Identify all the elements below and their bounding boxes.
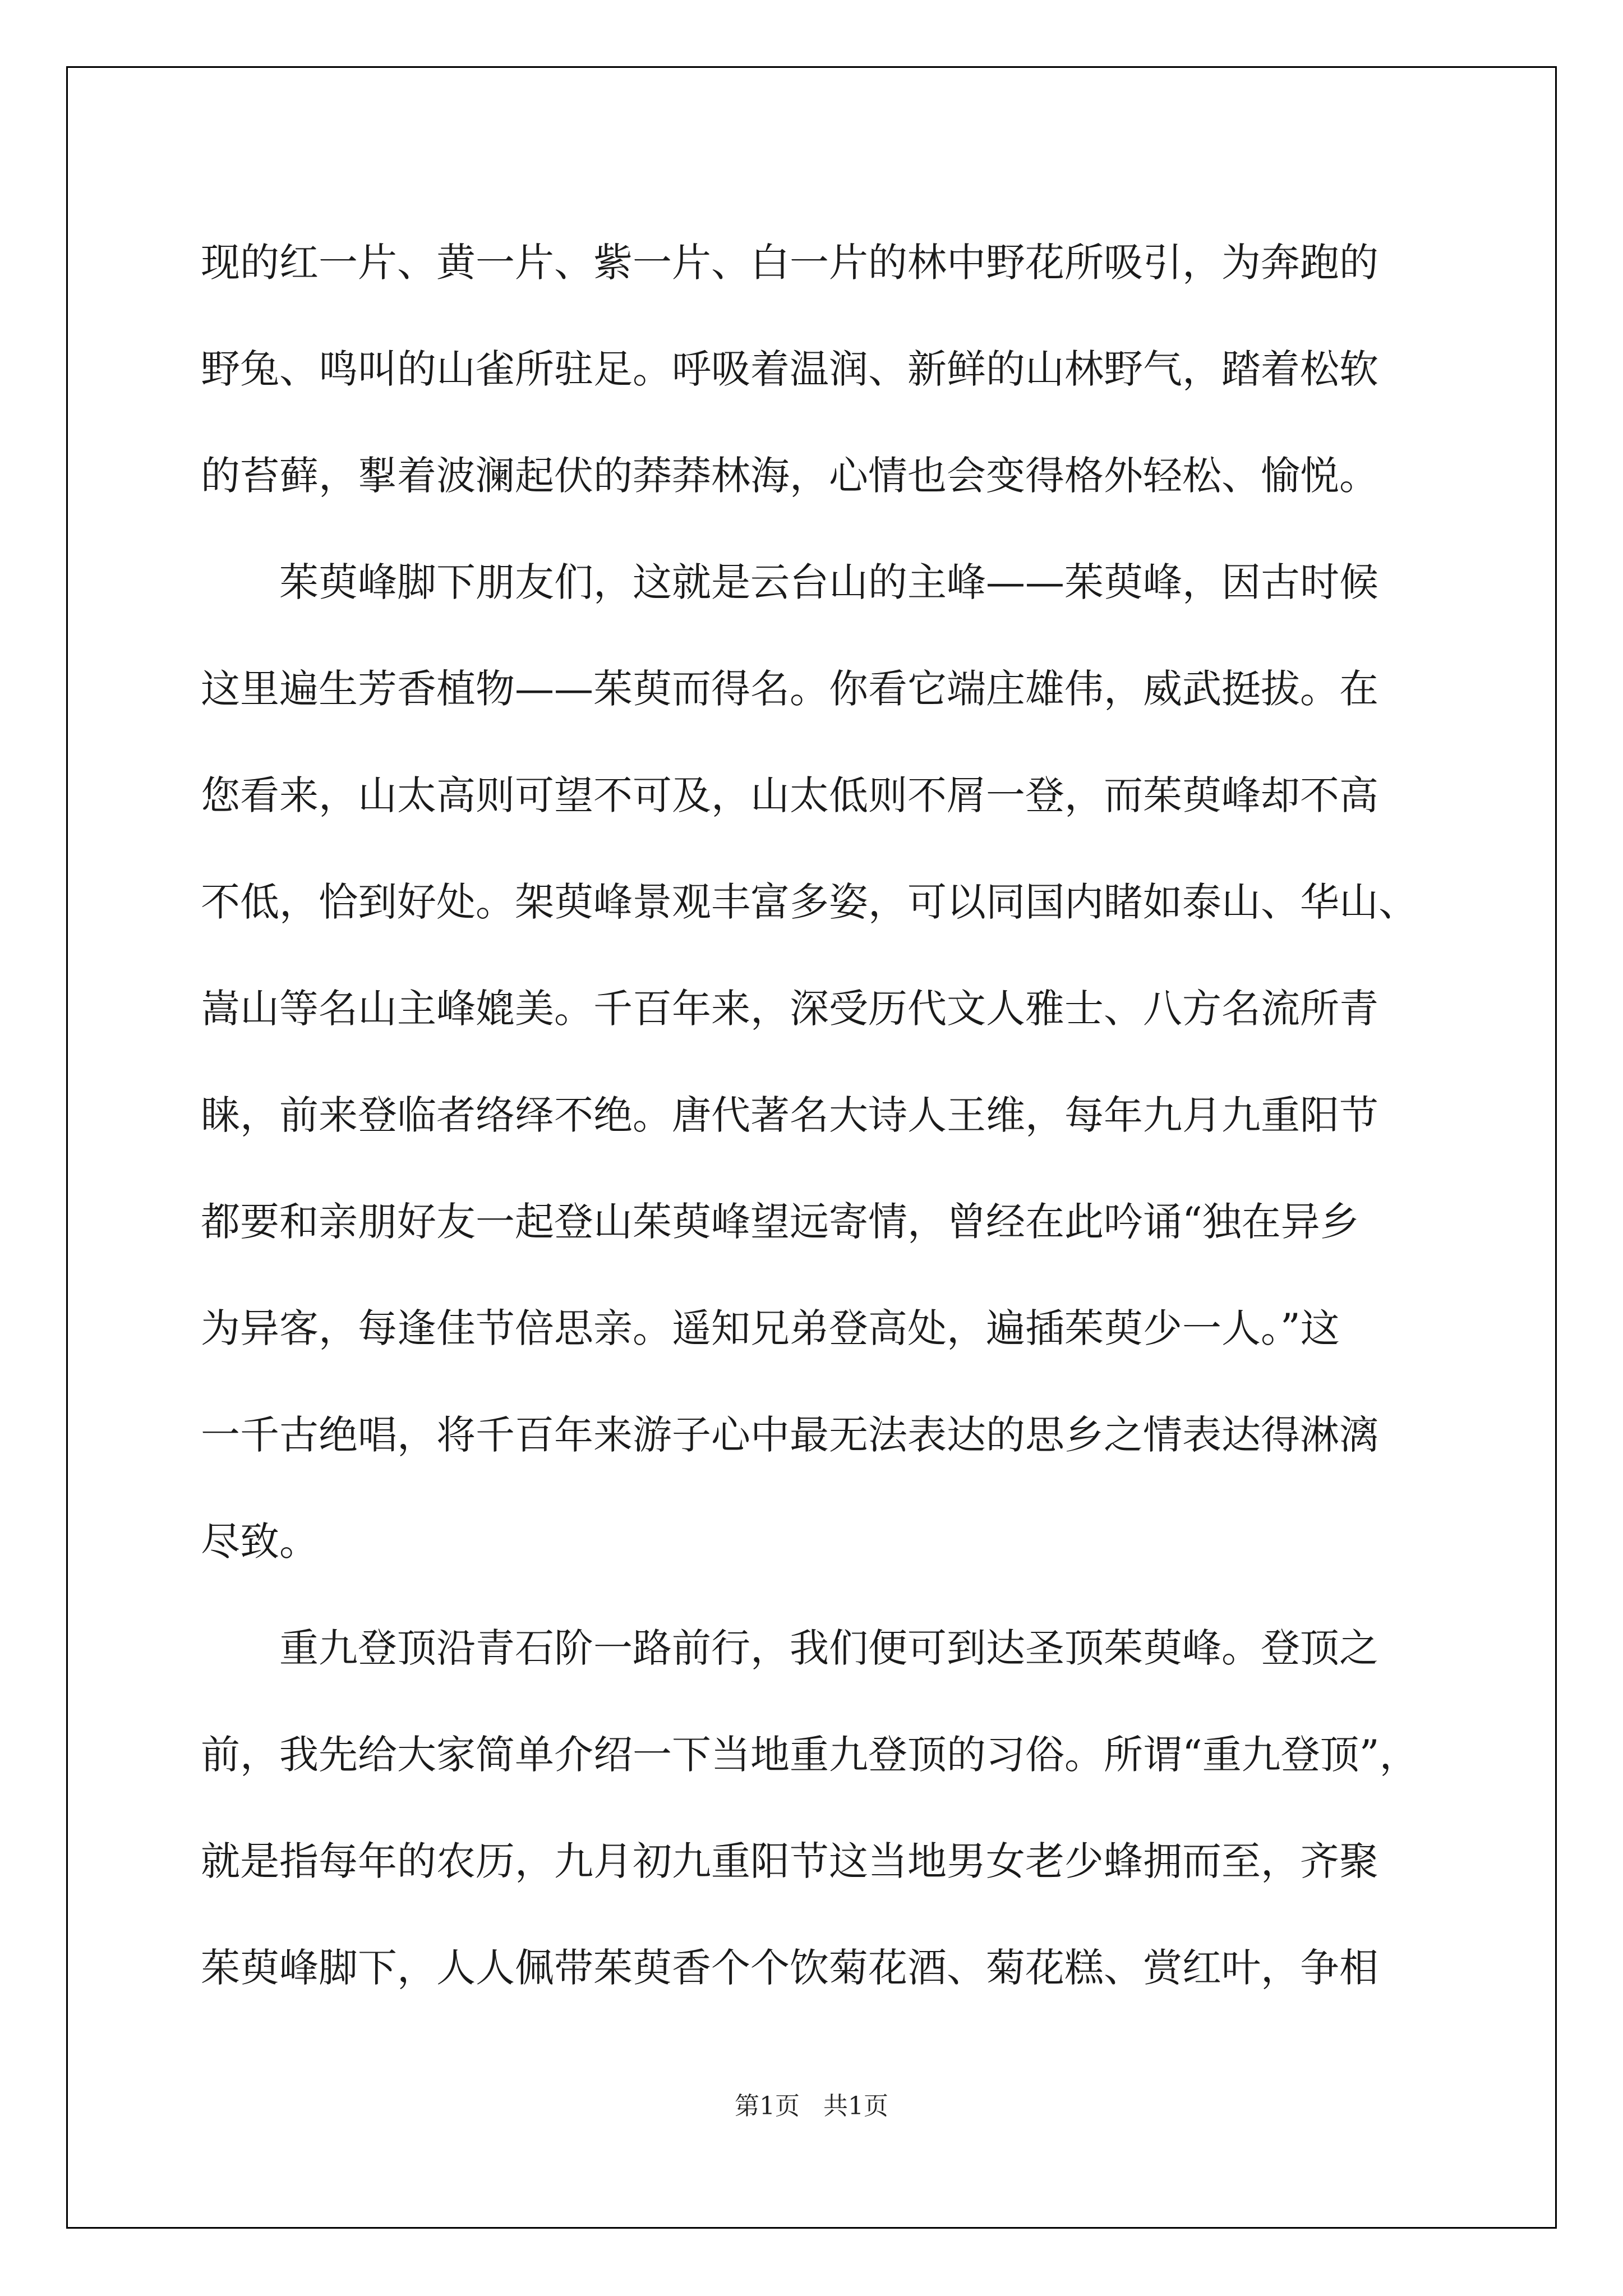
paragraph-3 [201, 1595, 1435, 2021]
text-line: 就是指每年的农历，九月初九重阳节这当地男女老少蜂拥而至，齐聚 [201, 1838, 1378, 1884]
text-line: 您看来，山太高则可望不可及，山太低则不屑一登，而茱萸峰却不高 [201, 772, 1378, 818]
text-line: 重九登顶沿青石阶一路前行，我们便可到达圣顶茱萸峰。登顶之 [279, 1625, 1378, 1671]
text-line: 的苔藓，揧着波澜起伏的莽莽林海，心情也会变得格外轻松、愉悦。 [201, 453, 1378, 499]
text-line: 野兔、鸣叫的山雀所驻足。呼吸着温润、新鲜的山林野气，踏着松软 [201, 346, 1378, 392]
text-line: 嵩山等名山主峰媲美。千百年来，深受历代文人雅士、八方名流所青 [201, 986, 1378, 1032]
text-line: 茱萸峰脚下，人人佩带茱萸香个个饮菊花酒、菊花糕、赏红叶，争相 [201, 1945, 1378, 1991]
document-body [201, 209, 1435, 2021]
text-line: 睐，前来登临者络绎不绝。唐代著名大诗人王维，每年九月九重阳节 [201, 1092, 1378, 1138]
page-footer [0, 2086, 1623, 2122]
page-total: 共1页 [823, 2092, 888, 2120]
text-line: 一千古绝唱，将千百年来游子心中最无法表达的思乡之情表达得淋漓 [201, 1412, 1378, 1458]
paragraph-1 [201, 209, 1435, 529]
text-line: 尽致。 [201, 1519, 319, 1565]
text-line: 不低，恰到好处。架萸峰景观丰富多姿，可以同国内睹如泰山、华山、 [201, 879, 1418, 925]
text-line: 为异客，每逢佳节倍思亲。遥知兄弟登高处，遍插茱萸少一人。”这 [201, 1305, 1340, 1351]
text-line: 前，我先给大家简单介绍一下当地重九登顶的习俗。所谓“重九登顶”， [201, 1732, 1419, 1778]
text-line: 现的红一片、黄一片、紫一片、白一片的林中野花所吸引，为奔跑的 [201, 240, 1378, 286]
text-line: 茱萸峰脚下朋友们，这就是云台山的主峰——茱萸峰，因古时候 [279, 559, 1378, 605]
text-line: 都要和亲朋好友一起登山茱萸峰望远寄情，曾经在此吟诵“独在异乡 [201, 1199, 1359, 1245]
text-line: 这里遍生芳香植物——茱萸而得名。你看它端庄雄伟，威武挺拔。在 [201, 666, 1378, 712]
page-number: 第1页 [735, 2092, 800, 2120]
paragraph-2 [201, 529, 1435, 1595]
